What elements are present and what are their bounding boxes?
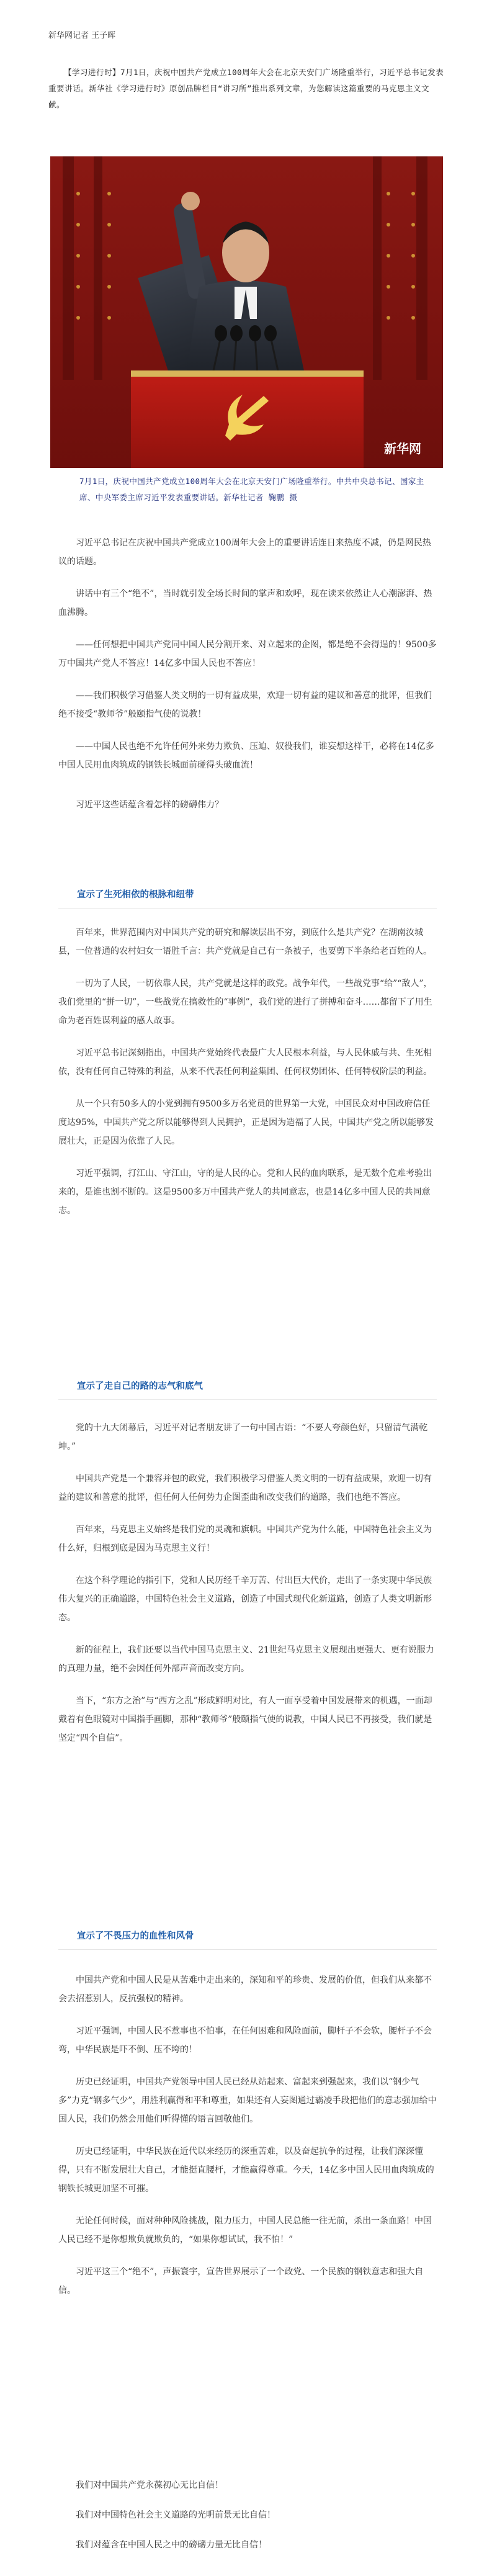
paragraph: 中国共产党是一个兼容并包的政党，我们积极学习借鉴人类文明的一切有益成果，欢迎一切有益的建议和善意的批评，但任何人任何势力企图歪曲和改变我们的道路，我们也绝不答应。 [58, 1474, 432, 1502]
paragraph: 习近平这三个“绝不”，声振寰宇，宣告世界展示了一个政党、一个民族的钢铁意志和强大自信。 [58, 2267, 424, 2296]
watermark-text: 新华网 [384, 441, 421, 456]
paragraph: 百年来，马克思主义始终是我们党的灵魂和旗帜。中国共产党为什么能，中国特色社会主义为什么好，归根到底是因为马克思主义行！ [58, 1525, 432, 1553]
section-heading-1: 宣示了生死相依的根脉和纽带 [77, 890, 194, 900]
section-2-body [58, 923, 437, 1220]
section-heading-2: 宣示了走自己的路的志气和底气 [77, 1381, 203, 1391]
hero-caption [79, 473, 427, 506]
closing-line: 我们对中国共产党永葆初心无比自信！ [76, 2480, 223, 2490]
paragraph: 无论任何时候，面对种种风险挑战，阻力压力，中国人民总能一往无前，杀出一条血路！中国人民已经不是你想欺负就欺负的，“如果你想试试，我不怕！” [58, 2216, 432, 2245]
paragraph: 习近平总书记深刻指出，中国共产党始终代表最广大人民根本利益，与人民休戚与共、生死相依，没有任何自己特殊的利益，从来不代表任何利益集团、任何权势团体、任何特权阶层的利益。 [58, 1048, 432, 1077]
paragraph: 新的征程上，我们还要以当代中国马克思主义、21世纪马克思主义展现出更强大、更有说服力的真理力量，绝不会因任何外部声音而改变方向。 [58, 1645, 434, 1674]
paragraph: 中国共产党和中国人民是从苦难中走出来的，深知和平的珍贵、发展的价值，但我们从来都不会去招惹别人，反抗强权的精神。 [58, 1975, 432, 2004]
section-heading-3: 宣示了不畏压力的血性和风骨 [77, 1931, 194, 1941]
hero-caption-text: 7月1日，庆祝中国共产党成立100周年大会在北京天安门广场隆重举行。中共中央总书记、国家主席、中央军委主席习近平发表重要讲话。新华社记者 鞠鹏 摄 [79, 477, 424, 502]
section-3-body [58, 1419, 437, 1748]
closing-line: 我们对中国特色社会主义道路的光明前景无比自信！ [76, 2510, 275, 2520]
closing-line: 我们对蕴含在中国人民之中的磅礴力量无比自信！ [76, 2540, 267, 2550]
paragraph: ——任何想把中国共产党同中国人民分割开来、对立起来的企图，都是绝不会得逞的！9500多万中国共产党人不答应！14亿多中国人民也不答应！ [58, 640, 437, 668]
paragraph: 习近平强调，打江山、守江山，守的是人民的心。党和人民的血肉联系，是无数个危难考验出来的，是谁也割不断的。这是9500多万中国共产党人的共同意志，也是14亿多中国人民的共同意志。 [58, 1169, 432, 1216]
paragraph: 在这个科学理论的指引下，党和人民历经千辛万苦、付出巨大代价，走出了一条实现中华民族伟大复兴的正确道路，中国特色社会主义道路，创造了中国式现代化新道路，创造了人类文明新形态。 [58, 1576, 432, 1623]
section-4-body [58, 1971, 437, 2300]
hero-illustration [50, 156, 443, 468]
intro-paragraph: 【学习进行时】7月1日，庆祝中国共产党成立100周年大会在北京天安门广场隆重举行，习近平总书记发表重要讲话。新华社《学习进行时》原创品牌栏目“讲习所”推出系列文章，为您解读这篇重要的马克思主义文献。 [48, 68, 444, 109]
paragraph: 习近平强调，中国人民不惹事也不怕事，在任何困难和风险面前，脚杆子不会软，腰杆子不会弯，中华民族是吓不倒、压不垮的！ [58, 2026, 432, 2055]
paragraph: 习近平这些话蕴含着怎样的磅礴伟力？ [76, 800, 223, 810]
hero-photo [50, 156, 443, 468]
divider [58, 1949, 437, 1950]
paragraph: 党的十九大闭幕后，习近平对记者朋友讲了一句中国古语：“不要人夸颜色好，只留清气满乾坤。” [58, 1423, 428, 1452]
byline: 新华网记者 王子晖 [48, 31, 116, 40]
paragraph: ——中国人民也绝不允许任何外来势力欺负、压迫、奴役我们，谁妄想这样干，必将在14亿多中国人民用血肉筑成的钢铁长城面前碰得头破血流！ [58, 742, 434, 770]
divider [58, 908, 437, 909]
divider [58, 1399, 437, 1400]
intro [48, 65, 444, 113]
paragraph: 历史已经证明，中国共产党领导中国人民已经从站起来、富起来到强起来，我们以“钢少气多”力克“钢多气少”，用胜利赢得和平和尊重，如果还有人妄图通过霸凌手段把他们的意志强加给中国人民，我们仍然会用他们听得懂的语言回敬他们。 [58, 2077, 437, 2124]
paragraph: 历史已经证明，中华民族在近代以来经历的深重苦难，以及奋起抗争的过程，让我们深深懂得，只有不断发展壮大自己，才能挺直腰杆，才能赢得尊重。今天，14亿多中国人民用血肉筑成的钢铁长城更加坚不可摧。 [58, 2147, 434, 2194]
paragraph: 一切为了人民，一切依靠人民，共产党就是这样的政党。战争年代，一些战党事“给”“敌人”，我们党里的“拼一切”，一些战党在搞救性的“事例”，我们党的进行了拼搏和奋斗……都留下了用生命为老百姓谋利益的感人故事。 [58, 979, 432, 1026]
closing-lines [58, 2476, 437, 2554]
paragraph: 百年来，世界范围内对中国共产党的研究和解读层出不穷，到底什么是共产党？在湖南汝城县，一位普通的农村妇女一语胜千言：共产党就是自己有一条被子，也要剪下半条给老百姓的人。 [58, 928, 432, 956]
paragraph: ——我们积极学习借鉴人类文明的一切有益成果，欢迎一切有益的建议和善意的批评，但我们绝不接受“教师爷”般颐指气使的说教！ [58, 691, 432, 719]
paragraph: 讲话中有三个“绝不”，当时就引发全场长时间的掌声和欢呼，现在读来依然让人心潮澎湃、热血沸腾。 [58, 589, 432, 617]
paragraph: 当下，“东方之治”与“西方之乱”形成鲜明对比，有人一面享受着中国发展带来的机遇，一面却戴着有色眼镜对中国指手画脚，那种“教师爷”般颐指气使的说教，中国人民已不再接受，我们就是坚定“四个自信”。 [58, 1696, 432, 1743]
paragraph: 从一个只有50多人的小党到拥有9500多万名党员的世界第一大党，中国民众对中国政府信任度达95%，中国共产党之所以能够得到人民拥护，正是因为造福了人民，中国共产党之所以能够发展壮大，正是因为依靠了人民。 [58, 1099, 434, 1146]
paragraph: 习近平总书记在庆祝中国共产党成立100周年大会上的重要讲话连日来热度不减，仍是网民热议的话题。 [58, 538, 431, 567]
section-1-body [58, 534, 437, 814]
